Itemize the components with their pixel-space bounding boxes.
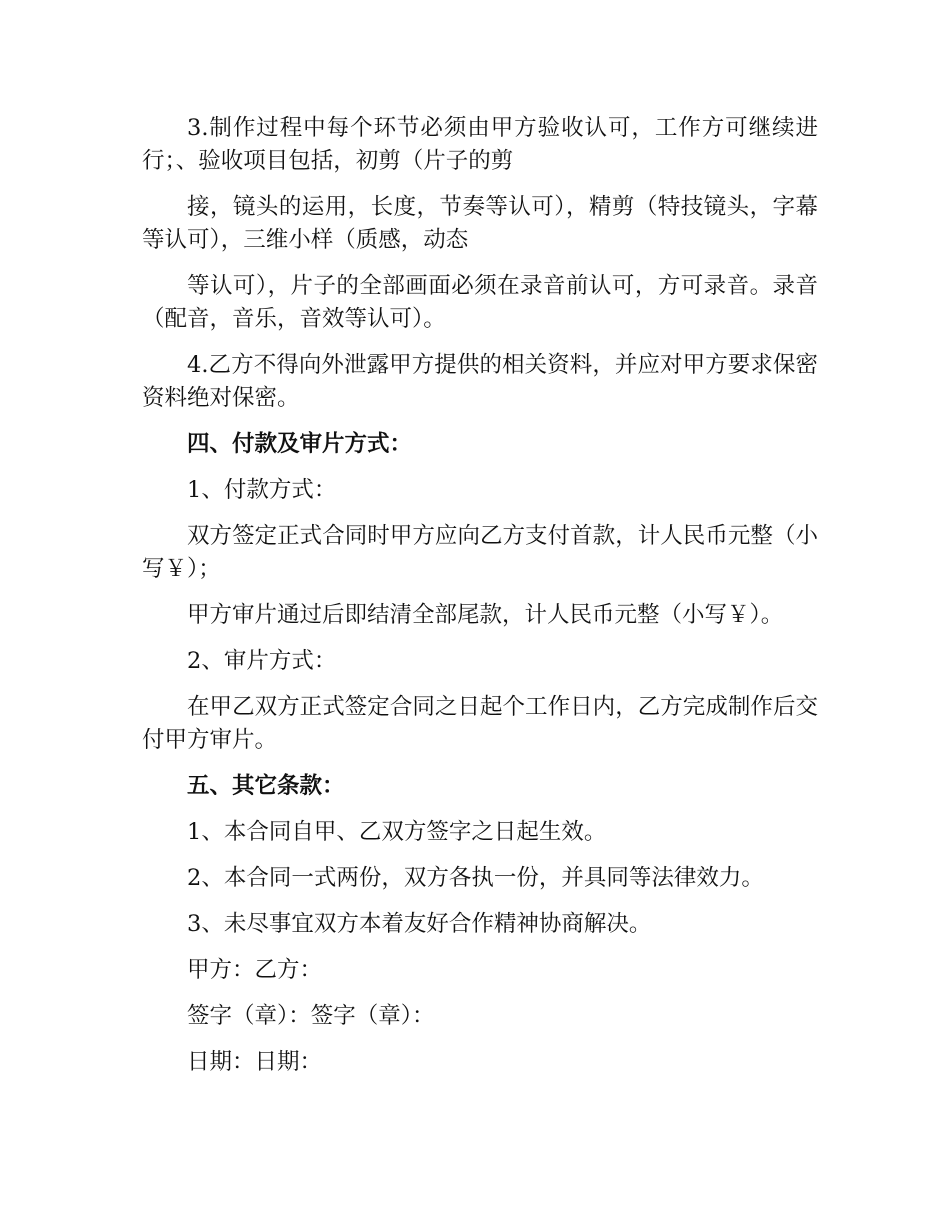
parties-line: 甲方：乙方：: [187, 957, 323, 983]
term-3-paragraph: 3、未尽事宜双方本着友好合作精神协商解决。: [187, 911, 652, 937]
clause-4-paragraph: 4.乙方不得向外泄露甲方提供的相关资料，并应对甲方要求保密资料绝对保密。: [142, 352, 818, 411]
document-body: [142, 112, 818, 1092]
term-2-paragraph: 2、本合同一式两份，双方各执一份，并具同等法律效力。: [187, 865, 764, 891]
payment-method-label: 1、付款方式：: [187, 477, 337, 503]
section-other-terms-heading: 五、其它条款：: [187, 773, 345, 799]
signature-line: 签字（章）：签字（章）：: [187, 1003, 435, 1029]
first-payment-paragraph: 双方签定正式合同时甲方应向乙方支付首款，计人民币元整（小写￥）；: [142, 523, 818, 582]
final-payment-paragraph: 甲方审片通过后即结清全部尾款，计人民币元整（小写￥）。: [187, 602, 784, 628]
section-payment-heading: 四、付款及审片方式：: [187, 431, 413, 457]
clause-3-recording-paragraph: 等认可），片子的全部画面必须在录音前认可，方可录音。录音（配音，音乐，音效等认可）。: [142, 273, 818, 332]
term-1-paragraph: 1、本合同自甲、乙双方签字之日起生效。: [187, 819, 607, 845]
clause-3-continued-paragraph: 接，镜头的运用，长度，节奏等认可），精剪（特技镜头，字幕等认可），三维小样（质感，动态: [142, 194, 818, 253]
date-line: 日期：日期：: [187, 1049, 323, 1075]
clause-3-paragraph: 3.制作过程中每个环节必须由甲方验收认可，工作方可继续进行；、验收项目包括，初剪（片子的剪: [142, 115, 818, 174]
review-method-paragraph: 在甲乙双方正式签定合同之日起个工作日内，乙方完成制作后交付甲方审片。: [142, 694, 818, 753]
review-method-label: 2、审片方式：: [187, 648, 337, 674]
